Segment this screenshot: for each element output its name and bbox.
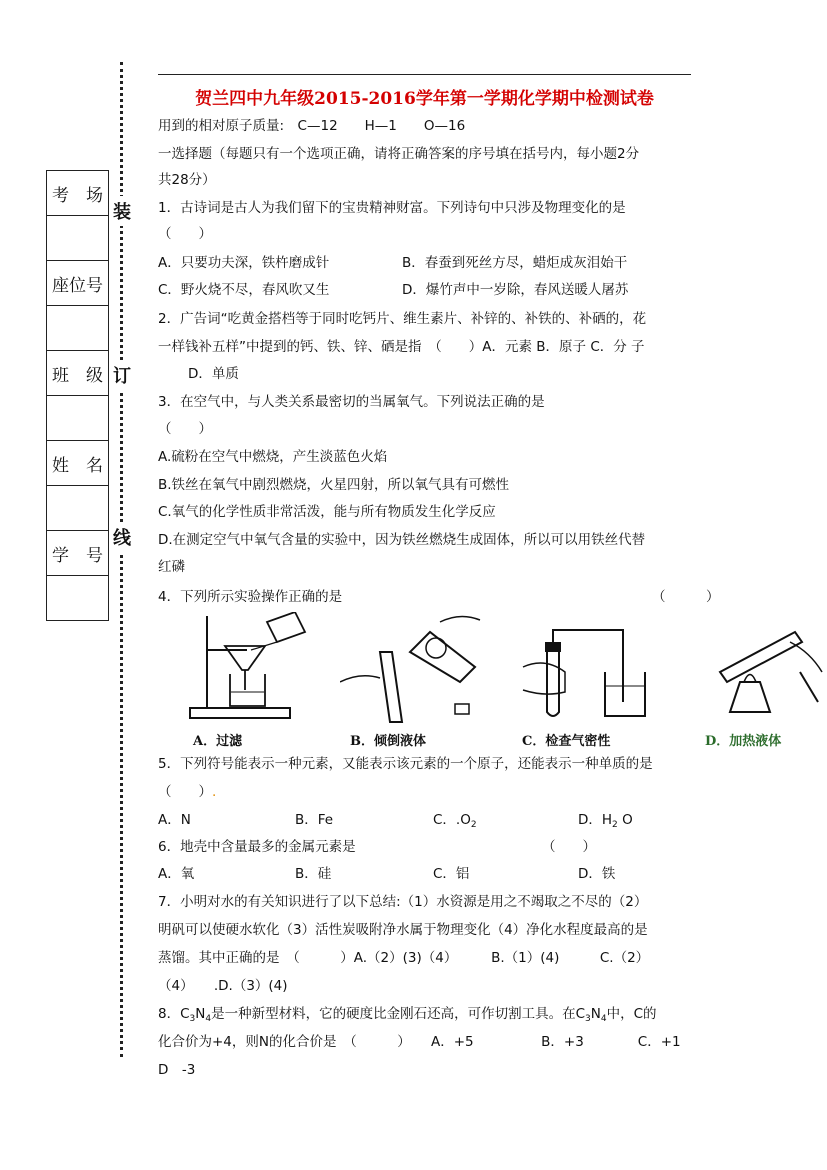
q5-option-a: A．N [158, 812, 191, 828]
binding-char-zhuang: 装 [113, 196, 131, 226]
airtightness-check-figure [515, 612, 665, 722]
section-instructions-2: 共28分） [158, 172, 216, 188]
pouring-liquid-figure [340, 612, 490, 727]
q2-line-1: 2．广告词“吃黄金搭档等于同时吃钙片、维生素片、补锌的、补铁的、补硒的，花 [158, 311, 647, 327]
q5-option-d-post: O [617, 812, 633, 828]
q5-option-d-sub: 2 [612, 820, 618, 830]
q7-line-1: 7．小明对水的有关知识进行了以下总结:（1）水资源是用之不竭取之不尽的（2） [158, 894, 648, 910]
q8-text-b: N [195, 1006, 206, 1022]
info-label-student-id: 学 号 [47, 531, 109, 576]
q8-line-1 [158, 1002, 657, 1024]
q5-option-c-sub: 2 [470, 820, 477, 830]
q5-answer-blank[interactable] [158, 780, 216, 800]
q4-stem: 4．下列所示实验操作正确的是 [158, 589, 343, 605]
q6-answer-blank[interactable]: （ ） [542, 839, 596, 855]
info-label-class: 班 级 [47, 351, 109, 396]
q2-line-3: D．单质 [188, 366, 239, 382]
q1-option-b: B．春蚕到死丝方尽，蜡炬成灰泪始干 [402, 255, 628, 271]
q7-line-2: 明矾可以使硬水软化（3）活性炭吸附净水属于物理变化（4）净化水程度最高的是 [158, 922, 648, 938]
q3-option-d-2: 红磷 [158, 559, 185, 575]
q4-caption-b: B．倾倒液体 [350, 734, 426, 749]
q1-answer-blank[interactable]: （ ） [158, 226, 212, 242]
q5-dot: . [212, 784, 217, 800]
q8-line-3: D -3 [158, 1062, 196, 1078]
q8-sub-3: 3 [585, 1014, 591, 1024]
q8-sub-4: 4 [600, 1014, 607, 1024]
q5-stem: 5．下列符号能表示一种元素，又能表示该元素的一个原子，还能表示一种单质的是 [158, 756, 653, 772]
q8-sub-2: 4 [205, 1014, 212, 1024]
q8-line-2: 化合价为+4，则N的化合价是 （ ） A．+5 B．+3 C．+1 [158, 1034, 681, 1050]
q5-option-c-text: C．.O [433, 812, 471, 828]
title-rule [158, 74, 691, 75]
binding-char-ding: 订 [113, 360, 131, 390]
q5-option-d [578, 808, 633, 830]
filtration-figure [185, 612, 315, 722]
q8-sub-1: 3 [189, 1014, 196, 1024]
q3-answer-blank[interactable]: （ ） [158, 421, 212, 437]
q7-line-4 [158, 974, 288, 994]
q3-option-d-1: D.在测定空气中氧气含量的实验中，因为铁丝燃烧生成固体，所以可以用铁丝代替 [158, 532, 646, 548]
q4-caption-a: A．过滤 [193, 734, 243, 749]
q7-line-4a: （4） [158, 978, 214, 994]
q5-blank-text: （ ） [158, 784, 212, 800]
q8-text-a: 8．C [158, 1006, 190, 1022]
info-field-class[interactable] [47, 396, 109, 441]
info-field-seat[interactable] [47, 306, 109, 351]
atomic-masses: 用到的相对原子质量: C—12 H—1 O—16 [158, 118, 466, 134]
q3-option-b: B.铁丝在氧气中剧烈燃烧，火星四射，所以氧气具有可燃性 [158, 477, 510, 493]
q3-option-a: A.硫粉在空气中燃烧，产生淡蓝色火焰 [158, 449, 388, 465]
q2-line-2: 一样钱补五样”中提到的钙、铁、锌、硒是指 （ ）A．元素 B．原子 C．分 子 [158, 339, 645, 355]
q7-line-3: 蒸馏。其中正确的是 （ ）A.（2）(3)（4） B.（1）(4) C.（2） [158, 950, 650, 966]
section-instructions-1: 一选择题（每题只有一个选项正确，请将正确答案的序号填在括号内，每小题2分 [158, 146, 640, 162]
q8-text-c: 是一种新型材料，它的硬度比金刚石还高，可作切割工具。在C [211, 1006, 586, 1022]
binding-char-xian: 线 [113, 522, 131, 552]
q4-caption-d: D．加热液体 [705, 734, 782, 749]
info-label-name: 姓 名 [47, 441, 109, 486]
q1-option-c: C．野火烧不尽，春风吹又生 [158, 282, 330, 298]
q6-stem: 6．地壳中含量最多的金属元素是 [158, 839, 356, 855]
q4-caption-c: C．检查气密性 [522, 734, 611, 749]
q5-option-d-text: D．H [578, 812, 613, 828]
q4-answer-blank[interactable]: （ ） [652, 589, 720, 605]
q3-stem: 3．在空气中，与人类关系最密切的当属氧气。下列说法正确的是 [158, 394, 545, 410]
q7-line-4b: .D.（3）(4) [213, 978, 288, 994]
info-field-student-id[interactable] [47, 576, 109, 621]
q1-option-d: D．爆竹声中一岁除，春风送暖人屠苏 [402, 282, 629, 298]
heating-liquid-figure [700, 612, 827, 722]
q1-stem: 1．古诗词是古人为我们留下的宝贵精神财富。下列诗句中只涉及物理变化的是 [158, 200, 626, 216]
info-label-seat: 座位号 [47, 261, 109, 306]
page-title: 贺兰四中九年级2015-2016学年第一学期化学期中检测试卷 [195, 89, 654, 109]
q6-option-b: B．硅 [295, 866, 332, 882]
q6-option-c: C．铝 [433, 866, 470, 882]
q6-option-d: D．铁 [578, 866, 616, 882]
info-label-exam-room: 考 场 [47, 171, 109, 216]
q5-option-c [433, 808, 477, 830]
q5-option-b: B．Fe [295, 812, 334, 828]
info-field-exam-room[interactable] [47, 216, 109, 261]
q8-text-d: N [590, 1006, 601, 1022]
q1-option-a: A．只要功夫深，铁杵磨成针 [158, 255, 330, 271]
q6-option-a: A．氧 [158, 866, 195, 882]
info-field-name[interactable] [47, 486, 109, 531]
q3-option-c: C.氧气的化学性质非常活泼，能与所有物质发生化学反应 [158, 504, 496, 520]
q8-text-e: 中，C的 [606, 1006, 657, 1022]
student-info-table [46, 170, 109, 621]
